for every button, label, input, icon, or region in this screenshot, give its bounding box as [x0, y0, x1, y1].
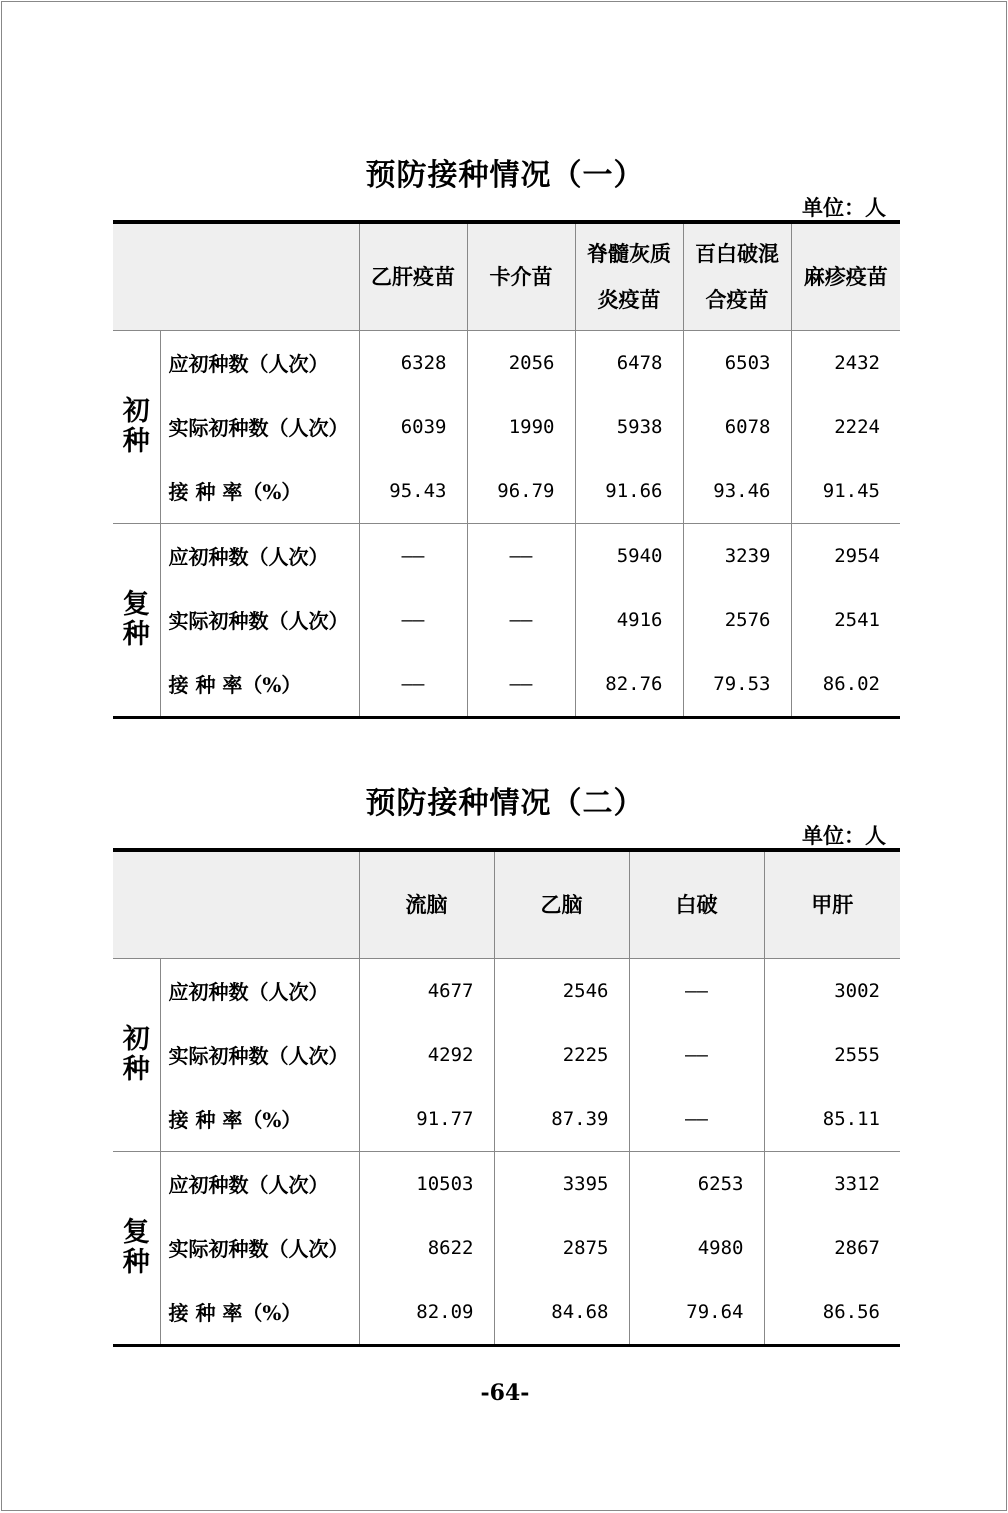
- table-cell: 4677: [359, 958, 494, 1023]
- table-cell: 3395: [494, 1151, 629, 1216]
- table-cell: ——: [629, 1023, 764, 1087]
- table-cell: 3239: [683, 523, 791, 588]
- table-cell: 87.39: [494, 1087, 629, 1152]
- table-cell: 6253: [629, 1151, 764, 1216]
- table2: [113, 848, 900, 1347]
- row-label: 实际初种数（人次）: [160, 588, 359, 652]
- table-cell: 2225: [494, 1023, 629, 1087]
- table1-col-header: 乙肝疫苗: [359, 222, 467, 330]
- table-row: [113, 1151, 900, 1216]
- table1-col-header: 卡介苗: [467, 222, 575, 330]
- table-cell: 8622: [359, 1216, 494, 1280]
- table-cell: 6478: [575, 330, 683, 395]
- row-label: 应初种数（人次）: [160, 958, 359, 1023]
- table-cell: 5940: [575, 523, 683, 588]
- table-row: [113, 330, 900, 395]
- table2-col-header: 甲肝: [764, 850, 900, 958]
- table-cell: 95.43: [359, 459, 467, 524]
- table-row: [113, 523, 900, 588]
- table-row: [113, 1216, 900, 1280]
- table1-col-header: 麻疹疫苗: [791, 222, 900, 330]
- table-cell: 2056: [467, 330, 575, 395]
- row-label: 实际初种数（人次）: [160, 1023, 359, 1087]
- table-cell: 5938: [575, 395, 683, 459]
- row-label: 应初种数（人次）: [160, 1151, 359, 1216]
- table-row: [113, 652, 900, 718]
- row-label: 接 种 率（%）: [160, 459, 359, 524]
- table-cell: 3002: [764, 958, 900, 1023]
- table-cell: 96.79: [467, 459, 575, 524]
- table-cell: 82.09: [359, 1280, 494, 1346]
- table-cell: 86.02: [791, 652, 900, 718]
- table-cell: ——: [467, 588, 575, 652]
- table-row: [113, 1087, 900, 1152]
- table2-header-corner: [113, 850, 359, 958]
- row-group-label: 复 种: [113, 1151, 160, 1345]
- table2-header-row: [113, 850, 900, 958]
- row-label: 接 种 率（%）: [160, 1087, 359, 1152]
- table-cell: 1990: [467, 395, 575, 459]
- table-cell: 2546: [494, 958, 629, 1023]
- table-cell: 6078: [683, 395, 791, 459]
- table-cell: 84.68: [494, 1280, 629, 1346]
- table-cell: 2954: [791, 523, 900, 588]
- table-cell: 86.56: [764, 1280, 900, 1346]
- table-cell: 91.77: [359, 1087, 494, 1152]
- document-page: [1, 1, 1007, 1511]
- table1: [113, 220, 900, 719]
- table1-header-corner: [113, 222, 359, 330]
- table-cell: ——: [359, 588, 467, 652]
- table-cell: ——: [359, 652, 467, 718]
- table2-col-header: 白破: [629, 850, 764, 958]
- table-cell: 2224: [791, 395, 900, 459]
- table-cell: 2867: [764, 1216, 900, 1280]
- table-cell: 3312: [764, 1151, 900, 1216]
- table2-title: 预防接种情况（二）: [365, 786, 645, 821]
- table1-col-header: 百白破混 合疫苗: [683, 222, 791, 330]
- table-cell: 6039: [359, 395, 467, 459]
- table-cell: ——: [467, 652, 575, 718]
- page-number: -64-: [480, 1380, 530, 1406]
- row-group-label: 初 种: [113, 330, 160, 523]
- table-cell: ——: [467, 523, 575, 588]
- table-cell: 4916: [575, 588, 683, 652]
- row-label: 实际初种数（人次）: [160, 1216, 359, 1280]
- row-label: 应初种数（人次）: [160, 523, 359, 588]
- table-cell: 10503: [359, 1151, 494, 1216]
- table-cell: 85.11: [764, 1087, 900, 1152]
- table-cell: ——: [629, 958, 764, 1023]
- table-row: [113, 1280, 900, 1346]
- table-cell: 2576: [683, 588, 791, 652]
- table2-col-header: 乙脑: [494, 850, 629, 958]
- table-cell: 6328: [359, 330, 467, 395]
- table-cell: 2875: [494, 1216, 629, 1280]
- row-label: 应初种数（人次）: [160, 330, 359, 395]
- row-label: 实际初种数（人次）: [160, 395, 359, 459]
- table-row: [113, 395, 900, 459]
- table-cell: 91.45: [791, 459, 900, 524]
- row-group-label: 复 种: [113, 523, 160, 717]
- row-label: 接 种 率（%）: [160, 1280, 359, 1346]
- table-cell: 4292: [359, 1023, 494, 1087]
- table-row: [113, 459, 900, 524]
- table-cell: ——: [359, 523, 467, 588]
- table2-unit: 单位：人: [802, 823, 886, 848]
- table-cell: 2432: [791, 330, 900, 395]
- table-cell: 79.53: [683, 652, 791, 718]
- table1-header-row: [113, 222, 900, 330]
- table-row: [113, 958, 900, 1023]
- table-cell: 91.66: [575, 459, 683, 524]
- table1-title: 预防接种情况（一）: [365, 158, 645, 193]
- table-cell: 6503: [683, 330, 791, 395]
- table-cell: 4980: [629, 1216, 764, 1280]
- table-cell: 82.76: [575, 652, 683, 718]
- table-cell: 2555: [764, 1023, 900, 1087]
- table1-unit: 单位：人: [802, 195, 886, 220]
- row-label: 接 种 率（%）: [160, 652, 359, 718]
- row-group-label: 初 种: [113, 958, 160, 1151]
- table-row: [113, 1023, 900, 1087]
- table1-col-header: 脊髓灰质 炎疫苗: [575, 222, 683, 330]
- table1-body: [113, 330, 900, 717]
- table-row: [113, 588, 900, 652]
- table-cell: 79.64: [629, 1280, 764, 1346]
- table-cell: ——: [629, 1087, 764, 1152]
- table2-body: [113, 958, 900, 1345]
- table-cell: 2541: [791, 588, 900, 652]
- table2-col-header: 流脑: [359, 850, 494, 958]
- table-cell: 93.46: [683, 459, 791, 524]
